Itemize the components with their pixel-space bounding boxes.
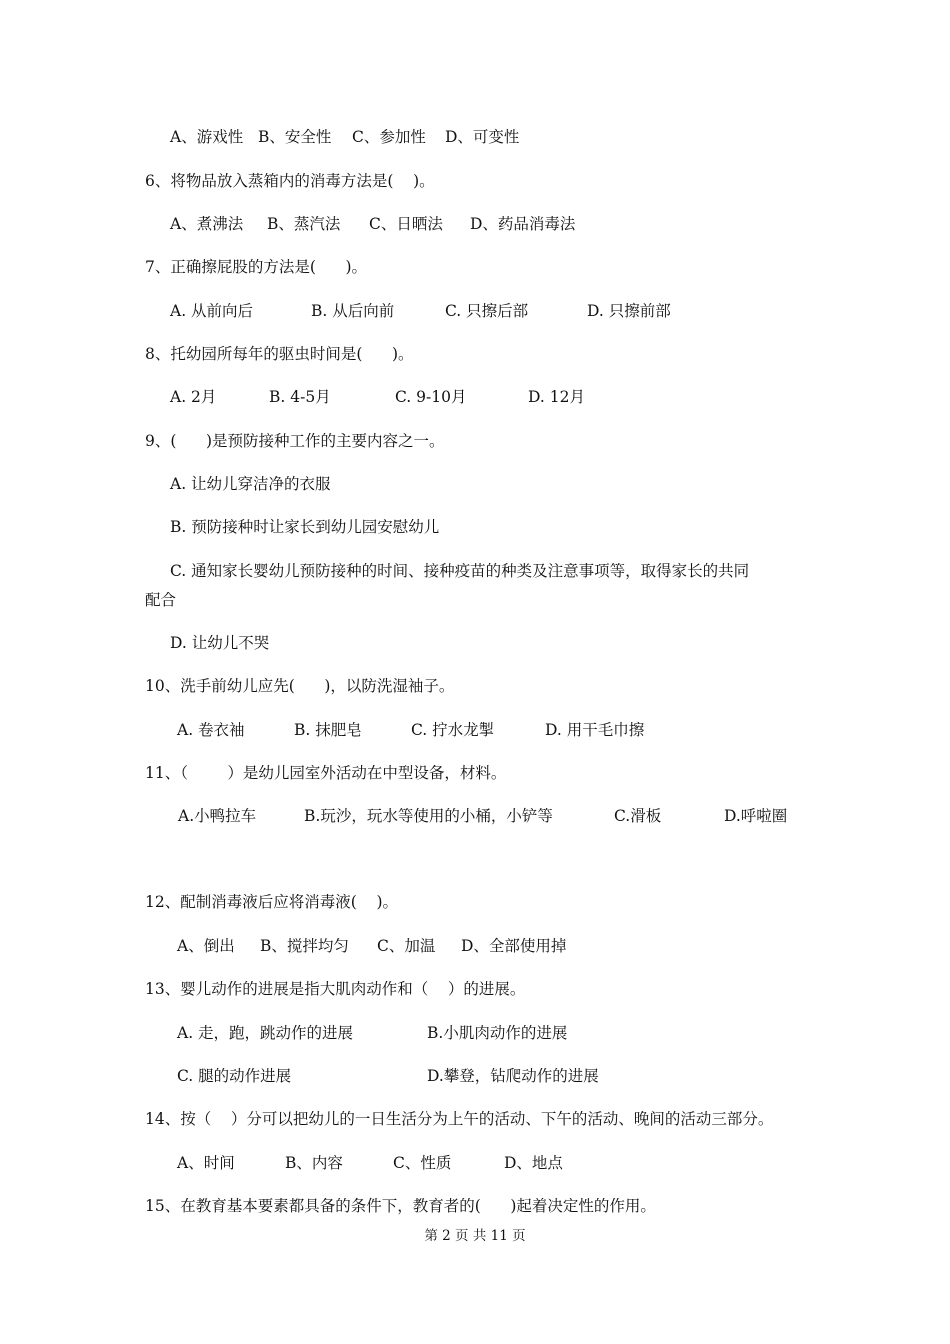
q11-option-a: A.小鸭拉车: [178, 807, 257, 825]
q11-option-c: C.滑板: [614, 807, 662, 825]
q5-option-d: D、可变性: [445, 128, 520, 146]
q7-option-d: D. 只擦前部: [587, 302, 671, 320]
q13-option-c: C. 腿的动作进展: [177, 1067, 292, 1085]
q5-option-a: A、游戏性: [170, 128, 244, 146]
q12-option-b: B、搅拌均匀: [260, 937, 349, 955]
q14-option-b: B、内容: [285, 1154, 343, 1172]
q9-option-c-line2: 配合: [145, 591, 177, 609]
q13-option-a: A. 走，跑，跳动作的进展: [177, 1024, 354, 1042]
q12-option-a: A、倒出: [177, 937, 235, 955]
q8-option-c: C. 9-10月: [395, 388, 467, 406]
q6-option-a: A、煮沸法: [170, 215, 244, 233]
q13-stem: 13、婴儿动作的进展是指大肌肉动作和（ ）的进展。: [145, 980, 526, 998]
q7-stem: 7、正确擦屁股的方法是( )。: [145, 258, 368, 276]
q12-option-c: C、加温: [377, 937, 436, 955]
q14-option-a: A、时间: [177, 1154, 235, 1172]
q11-option-b: B.玩沙，玩水等使用的小桶，小铲等: [304, 807, 553, 825]
q12-option-d: D、全部使用掉: [461, 937, 567, 955]
q7-option-c: C. 只擦后部: [445, 302, 529, 320]
q14-stem: 14、按（ ）分可以把幼儿的一日生活分为上午的活动、下午的活动、晚间的活动三部分。: [145, 1110, 774, 1128]
q9-option-a: A. 让幼儿穿洁净的衣服: [170, 475, 331, 493]
q10-option-c: C. 拧水龙掣: [411, 721, 495, 739]
q14-option-c: C、性质: [393, 1154, 452, 1172]
q8-option-a: A. 2月: [170, 388, 217, 406]
q10-option-d: D. 用干毛巾擦: [545, 721, 645, 739]
q7-option-b: B. 从后向前: [311, 302, 395, 320]
q9-option-b: B. 预防接种时让家长到幼儿园安慰幼儿: [170, 518, 440, 536]
q13-option-d: D.攀登，钻爬动作的进展: [427, 1067, 599, 1085]
q11-stem: 11、（ ）是幼儿园室外活动在中型设备，材料。: [145, 764, 507, 782]
q5-option-c: C、参加性: [352, 128, 426, 146]
q6-option-d: D、药品消毒法: [470, 215, 576, 233]
q11-option-d: D.呼啦圈: [724, 807, 788, 825]
page-footer: 第 2 页 共 11 页: [424, 1228, 526, 1244]
q14-option-d: D、地点: [504, 1154, 563, 1172]
q12-stem: 12、配制消毒液后应将消毒液( )。: [145, 893, 399, 911]
q10-option-b: B. 抹肥皂: [294, 721, 362, 739]
q5-option-b: B、安全性: [258, 128, 332, 146]
q15-stem: 15、在教育基本要素都具备的条件下，教育者的( )起着决定性的作用。: [145, 1197, 656, 1215]
q8-option-b: B. 4-5月: [269, 388, 331, 406]
q8-option-d: D. 12月: [528, 388, 585, 406]
q13-option-b: B.小肌肉动作的进展: [427, 1024, 568, 1042]
q8-stem: 8、托幼园所每年的驱虫时间是( )。: [145, 345, 414, 363]
q6-option-b: B、蒸汽法: [267, 215, 341, 233]
q6-option-c: C、日晒法: [369, 215, 443, 233]
q10-option-a: A. 卷衣袖: [177, 721, 245, 739]
q6-stem: 6、将物品放入蒸箱内的消毒方法是( )。: [145, 172, 435, 190]
q7-option-a: A. 从前向后: [170, 302, 254, 320]
q9-stem: 9、( )是预防接种工作的主要内容之一。: [145, 432, 445, 450]
q9-option-d: D. 让幼儿不哭: [170, 634, 270, 652]
q10-stem: 10、洗手前幼儿应先( )，以防洗湿袖子。: [145, 677, 455, 695]
q9-option-c-line1: C. 通知家长婴幼儿预防接种的时间、接种疫苗的种类及注意事项等，取得家长的共同: [170, 562, 750, 580]
